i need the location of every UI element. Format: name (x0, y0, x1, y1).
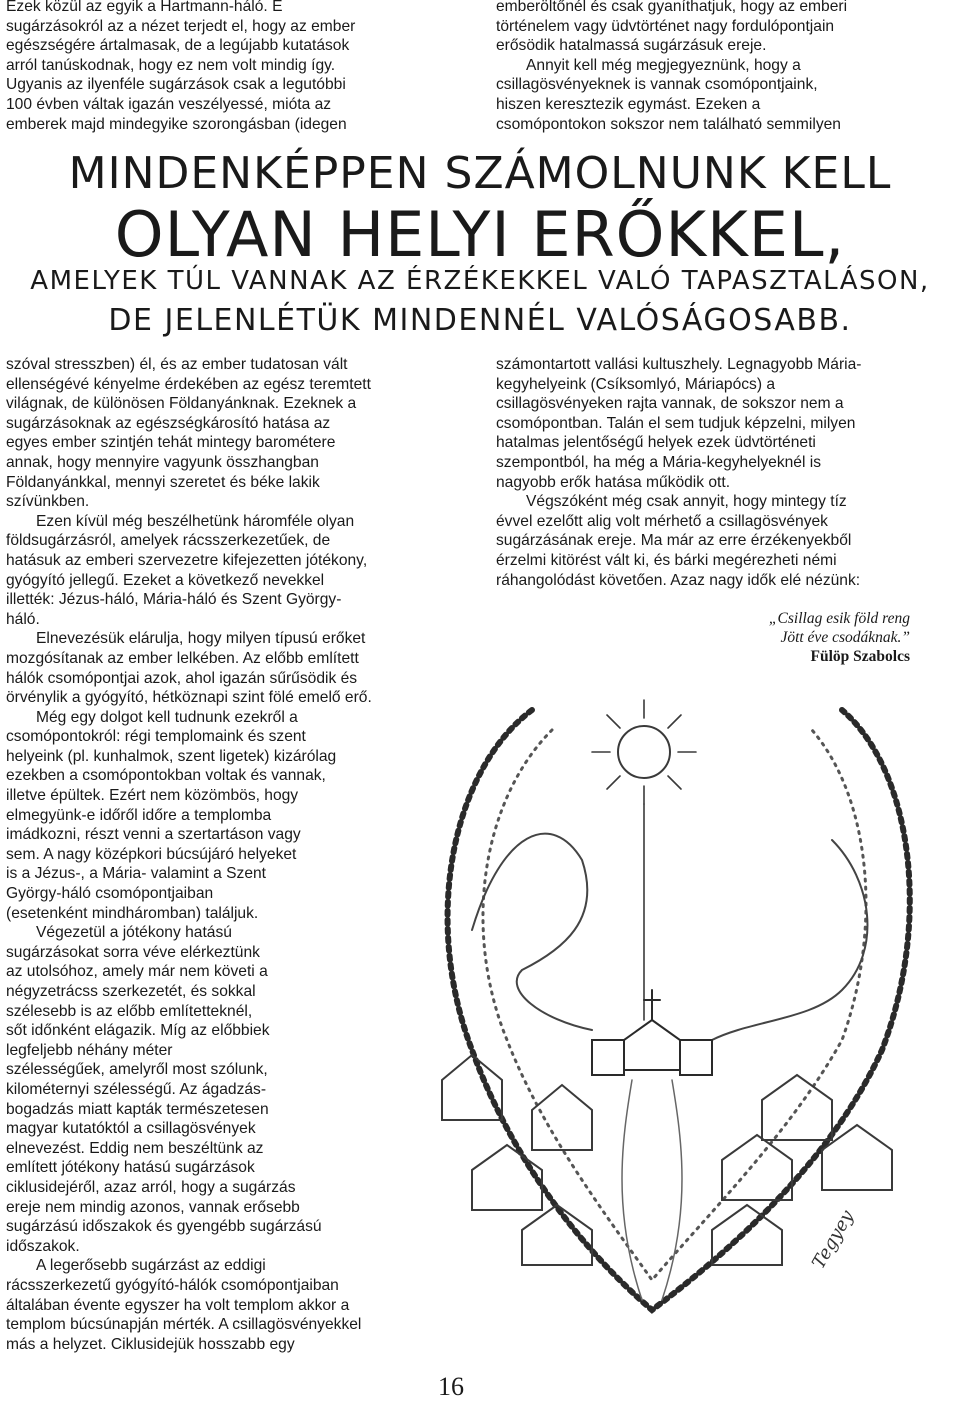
text-line: sőt időnként elágazik. Míg az előbbiek (6, 1022, 270, 1040)
text-line: említett jótékony hatású sugárzások (6, 1159, 255, 1177)
text-line: Ugyanis az ilyenféle sugárzások csak a legutóbbi (6, 76, 346, 94)
text-line: évvel ezelőtt alig volt mérhető a csillagösvények (496, 512, 828, 530)
text-line: legfeljebb néhány méter (6, 1041, 173, 1059)
poem-line-1: „Csillag esik föld reng (768, 610, 910, 627)
text-line: csomópontokról: régi templomaink és szent (6, 728, 306, 746)
text-line: szélességűek, amelyről most szólunk, (6, 1061, 268, 1079)
text-line: szívünkben. (6, 493, 90, 511)
text-line: Elnevezésük elárulja, hogy milyen típusú erőket (36, 630, 366, 648)
text-line: templom búcsúnapján mérték. A csillagösvényekkel (6, 1316, 362, 1334)
text-line: illették: Jézus-háló, Mária-háló és Szent György- (6, 591, 342, 609)
text-line: kegyhelyeink (Csíksomlyó, Máriapócs) a (496, 375, 776, 393)
text-line: elnevezést. Eddig nem beszéltünk az (6, 1139, 264, 1157)
text-line: hatásuk az emberi szervezetre kifejezetten jótékony, (6, 551, 368, 569)
text-line: ciklusidejéről, azaz arról, hogy a sugárzás (6, 1178, 296, 1196)
text-line: nagyobb erők hatása működik ott. (496, 473, 731, 491)
text-line: erősödik hatalmassá sugárzásuk ereje. (496, 37, 767, 55)
text-line: hiszen keresztezik egymást. Ezeken a (496, 95, 761, 113)
text-line: hatalmas jelentőségű helyek ezek üdvtörténeti (496, 434, 816, 452)
text-line: érzelmi kitörést vált ki, és bárki megérezheti némi (496, 551, 837, 569)
headline-line-4: DE JELENLÉTÜK MINDENNÉL VALÓSÁGOSABB. (108, 303, 852, 338)
text-line: arról tanúskodnak, hogy ez nem volt mindig így. (6, 56, 336, 74)
text-line: csillagösvényeken rajta vannak, de sokszor nem a (496, 395, 844, 413)
text-line: sugárzásának ereje. Ma már az erre érzékenyekből (496, 532, 852, 550)
text-line: szélesebb is az előbb említetteknél, (6, 1002, 253, 1020)
text-line: csillagösvényeknek is vannak csomópontjaink, (496, 76, 818, 94)
text-line: számontartott vallási kultuszhely. Legnagyobb Mária- (496, 356, 862, 373)
text-line: sem. A nagy középkori búcsújáró helyeket (6, 845, 297, 863)
text-line: egészségére ártalmasak, de a legújabb kutatások (6, 37, 350, 55)
text-line: Ezen kívül még beszélhetünk háromféle olyan (36, 512, 355, 530)
text-line: imádkozni, részt venni a szertartáson vagy (6, 826, 301, 844)
page-number: 16 (438, 1372, 464, 1401)
text-line: sugárzásokról az a nézet terjedt el, hogy az ember (6, 17, 356, 35)
river-path (622, 1080, 682, 1300)
text-line: helyeink (pl. kunhalmok, szent ligetek) kizárólag (6, 747, 337, 765)
text-line: kilométernyi szélességű. Az ágadzás- (6, 1080, 267, 1098)
text-line: Még egy dolgot kell tudnunk ezekről a (36, 708, 298, 726)
text-line: időszakok. (6, 1237, 80, 1255)
headline-line-3: AMELYEK TÚL VANNAK AZ ÉRZÉKEKKEL VALÓ TAPASZTALÁSON, (30, 266, 930, 296)
text-line: háló. (6, 610, 40, 628)
text-line: Végszóként még csak annyit, hogy mintegy tíz (526, 493, 847, 511)
sun-icon (618, 726, 670, 778)
headline-line-2: OLYAN HELYI ERŐKKEL, (114, 198, 846, 271)
text-line: világnak, de különösen Földanyánknak. Ezeknek a (6, 395, 357, 413)
church-icon (592, 990, 712, 1075)
poem-author: Fülöp Szabolcs (810, 648, 910, 665)
text-line: illetve épültek. Ezért nem közömbös, hogy (6, 787, 299, 805)
text-line: gyógyító jellegű. Ezeket a következő nevekkel (6, 571, 325, 589)
text-line: sugárzásokat sorra véve elérkeztünk (6, 943, 260, 961)
text-line: is a Jézus-, a Mária- valamint a Szent (6, 865, 266, 883)
text-line: szempontból, ha még a Mária-kegyhelyeknél is (496, 453, 822, 471)
text-line: 100 évben váltak igazán veszélyessé, mióta az (6, 95, 332, 113)
text-line: rácsszerkezetű gyógyító-hálók csomópontjaiban (6, 1276, 339, 1294)
text-line: sugárzású időszakok és gyengébb sugárzású (6, 1218, 322, 1236)
text-line: történelem vagy üdvtörténet nagy fordulópontjain (496, 17, 835, 35)
text-line: földsugárzásról, amelyek rácsszerkezetűek, de (6, 532, 331, 550)
drawing-signature: Tegyey (808, 1206, 859, 1273)
text-line: hálók csomópontjai azok, ahol igazán sűrűsödik és (6, 669, 358, 687)
text-line: ellenségévé kényelme érdekében az egész teremtett (6, 375, 371, 393)
text-line: négyzetrácss szerkezetét, és sokkal (6, 983, 256, 1000)
sun-rays (592, 700, 696, 1020)
pencil-drawing-illustration (412, 690, 960, 1370)
top-left-paragraph (6, 0, 355, 134)
left-column-text (6, 355, 372, 1354)
text-line: magyar kutatóktól a csillagösvények (6, 1120, 256, 1138)
headline-line-1: MINDENKÉPPEN SZÁMOLNUNK KELL (68, 148, 892, 199)
text-line: Annyit kell még megjegyeznünk, hogy a (526, 56, 801, 74)
text-line: csomópontban. Talán el sem tudjuk képzelni, milyen (496, 414, 856, 432)
text-line: ereje nem mindig azonos, vannak erősebb (6, 1198, 300, 1216)
poem-quote (560, 609, 910, 666)
text-line: szóval stresszben) él, és az ember tudatosan vált (6, 356, 348, 373)
text-line: emberöltőnél és csak gyaníthatjuk, hogy az emberi (496, 0, 848, 15)
text-line: Ezek közül az egyik a Hartmann-háló. E (6, 0, 283, 15)
right-mountain (712, 840, 867, 1040)
text-line: (esetenként mindháromban) találjuk. (6, 904, 259, 922)
text-line: örvénylik a gyógyító, hétköznapi szint fölé emelő erő. (6, 689, 372, 707)
poem-line-2: Jött éve csodáknak.” (780, 629, 910, 646)
text-line: az utolsóhoz, amely már nem követi a (6, 963, 268, 981)
text-line: ezekben a csomópontokban voltak és vannak, (6, 767, 326, 785)
text-line: csomópontokon sokszor nem található semmilyen (496, 115, 841, 133)
text-line: annak, hogy mennyire vagyunk összhangban (6, 453, 319, 471)
text-line: bogadzás miatt kapták természetesen (6, 1100, 269, 1118)
text-line: sugárzásoknak az egészségkárosító hatása az (6, 414, 331, 432)
text-line: emberek majd mindegyike szorongásban (idegen (6, 115, 347, 133)
text-line: más a helyzet. Ciklusidejük hosszabb egy (6, 1335, 295, 1353)
top-right-paragraph (496, 0, 847, 134)
left-mountain (472, 834, 592, 1030)
text-line: A legerősebb sugárzást az eddigi (36, 1257, 266, 1275)
text-line: egyes ember szintjén tehát mintegy barométere (6, 434, 336, 452)
text-line: Végezetül a jótékony hatású (36, 924, 232, 942)
text-line: György-háló csomópontjaiban (6, 885, 214, 903)
text-line: mozgósítanak az ember lelkében. Az előbb említett (6, 649, 359, 667)
text-line: általában évente egyszer ha volt templom akkor a (6, 1296, 350, 1314)
text-line: Földanyánkkal, mennyi szeretet és béke lakik (6, 473, 320, 491)
text-line: elmegyünk-e időről időre a templomba (6, 806, 272, 824)
text-line: ráhangolódást követően. Azaz nagy idők elé nézünk: (496, 571, 861, 589)
right-column-text (496, 355, 861, 590)
